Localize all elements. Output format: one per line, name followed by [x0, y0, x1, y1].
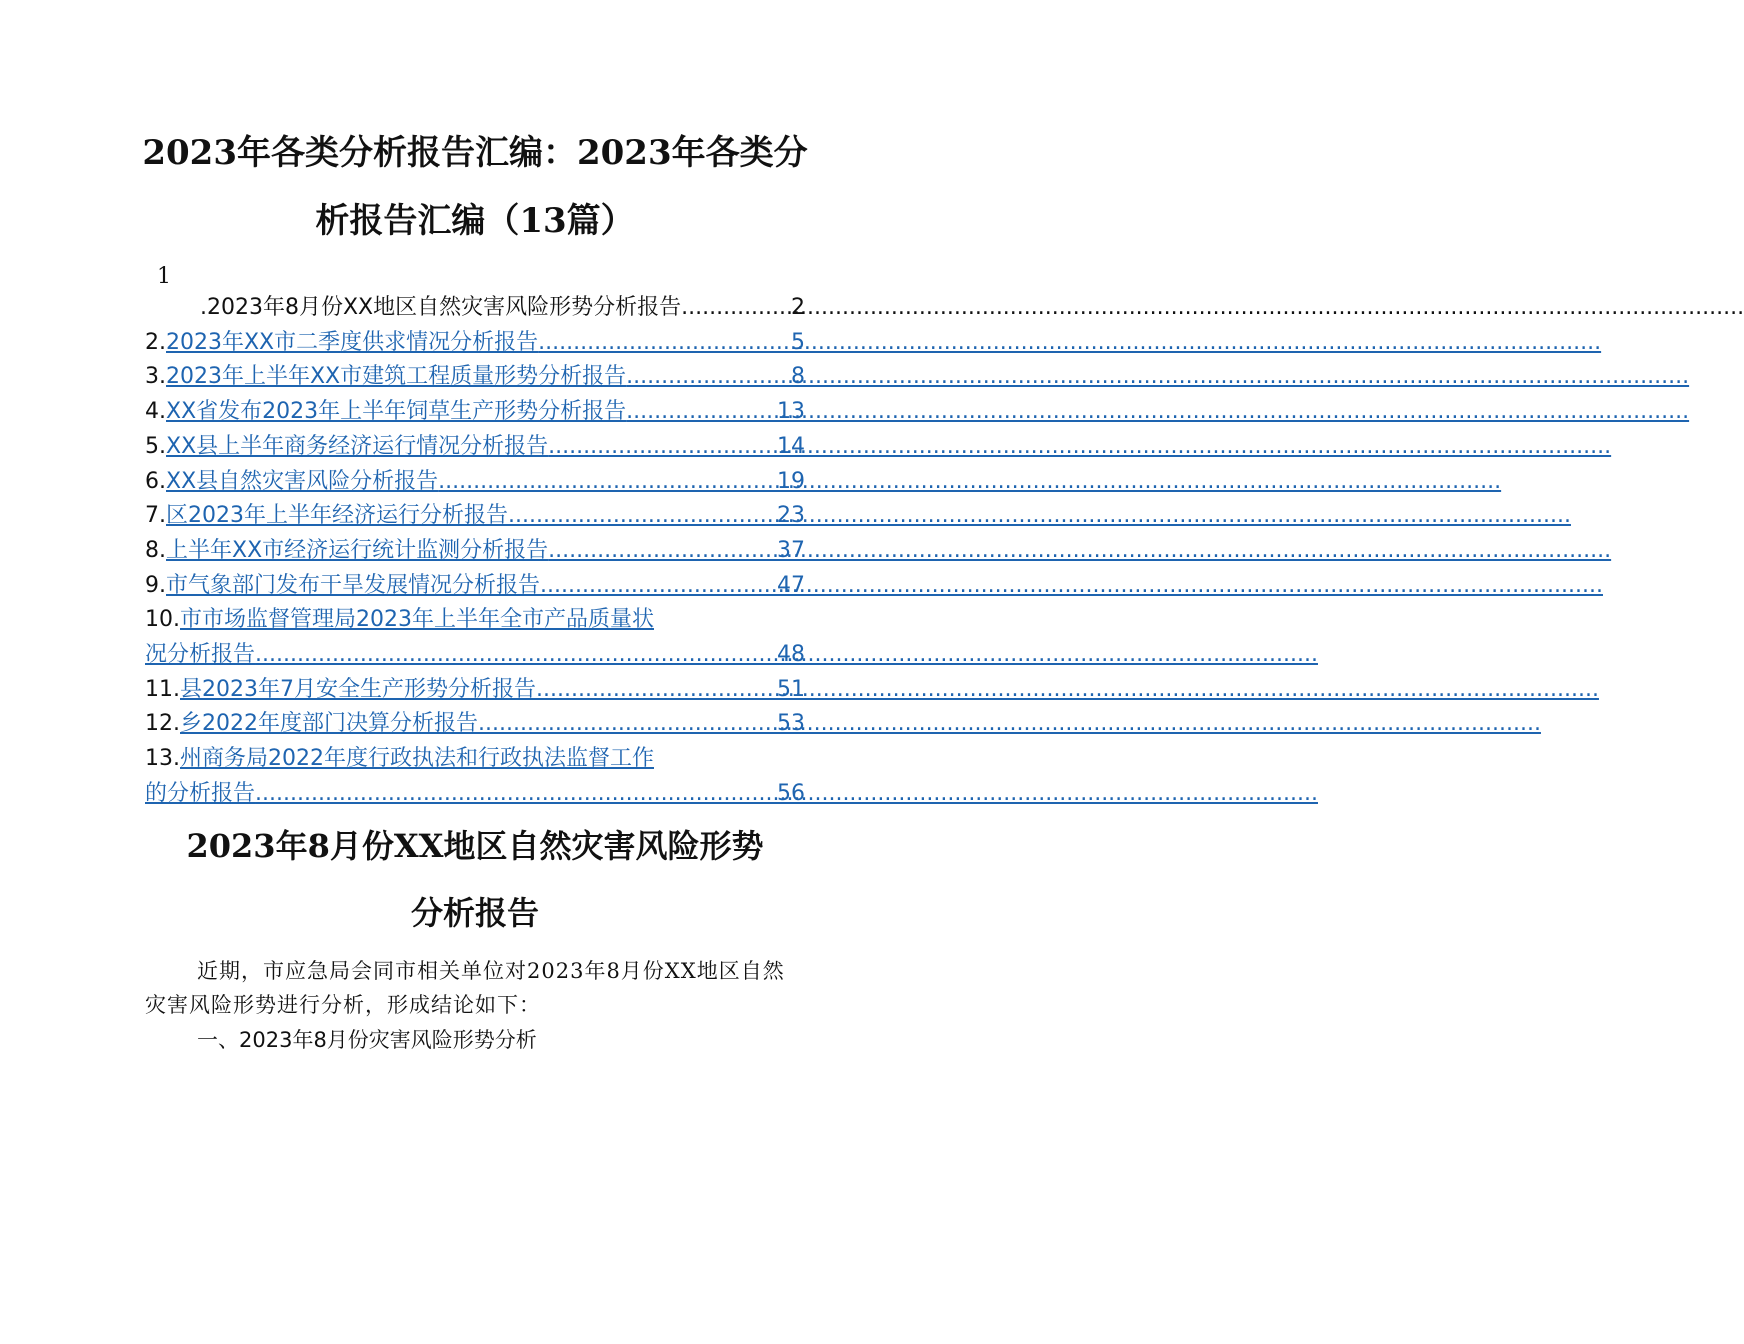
toc-page-number[interactable]: 48	[777, 642, 805, 667]
toc-entry[interactable]	[145, 603, 805, 637]
toc-page-number[interactable]: 51	[777, 676, 805, 702]
toc-dot-leader	[626, 360, 791, 394]
toc-entry-link[interactable]: 2023年上半年XX市建筑工程质量形势分析报告	[166, 364, 627, 390]
toc-entry[interactable]	[145, 777, 805, 811]
toc-entry[interactable]	[145, 534, 805, 568]
toc-entry-number: 9.	[145, 572, 166, 598]
toc-entry-link[interactable]: 上半年XX市经济运行统计监测分析报告	[166, 537, 549, 563]
section-title-line-2: 分析报告	[410, 894, 539, 932]
toc-entry-number: 11.	[145, 676, 180, 702]
toc-page-number[interactable]: 14	[777, 433, 805, 459]
document-title-line-1: 2023年各类分析报告汇编：2023年各类分	[142, 133, 808, 173]
toc-entry	[145, 291, 805, 325]
toc-dot-leader	[438, 465, 777, 499]
toc-dot-leader	[626, 395, 777, 429]
toc-entry-link[interactable]: 乡2022年度部门决算分析报告	[180, 711, 478, 737]
toc-entry-link[interactable]: 州商务局2022年度行政执法和行政执法监督工作	[180, 746, 654, 772]
toc-entry[interactable]	[145, 360, 805, 394]
section-title-line-1: 2023年8月份XX地区自然灾害风险形势	[186, 827, 764, 865]
toc-entry-number: 7.	[145, 503, 166, 529]
toc-entry[interactable]	[145, 569, 805, 603]
toc-dot-leader	[255, 777, 777, 811]
toc-entry-number: 13.	[145, 746, 180, 772]
toc-entry-number: 4.	[145, 399, 166, 425]
toc-dot-leader	[536, 673, 777, 707]
toc-entry-number: 3.	[145, 364, 166, 390]
toc-dot-leader	[478, 707, 777, 741]
toc-dot-leader	[538, 326, 791, 360]
toc-entry-link[interactable]: 况分析报告	[145, 642, 256, 667]
intro-paragraph: 近期，市应急局会同市相关单位对2023年8月份XX地区自然灾害风险形势进行分析，形成结论如下：	[145, 959, 785, 1017]
toc-entry[interactable]	[145, 430, 805, 464]
toc-entry-link[interactable]: 区2023年上半年经济运行分析报告	[166, 503, 508, 529]
toc-entry-number: 8.	[145, 537, 166, 563]
toc-dot-leader	[508, 499, 777, 533]
toc-entry[interactable]	[145, 395, 805, 429]
toc-page-number[interactable]: 8	[791, 364, 805, 390]
toc-dot-leader	[255, 638, 777, 672]
toc-entry-number: 5.	[145, 433, 166, 459]
toc-entry-link[interactable]: 市气象部门发布干旱发展情况分析报告	[166, 572, 541, 598]
toc-dot-leader	[548, 430, 777, 464]
toc-entry[interactable]	[145, 499, 805, 533]
toc-page-number[interactable]: 5	[791, 329, 805, 355]
toc-page-number[interactable]: 37	[777, 537, 805, 563]
toc-dot-leader	[548, 534, 777, 568]
toc-entry-number: 10.	[145, 607, 180, 633]
section-heading-1: 一、2023年8月份灾害风险形势分析	[197, 1028, 537, 1052]
toc-entry-link[interactable]: XX县上半年商务经济运行情况分析报告	[166, 433, 549, 459]
toc-entry-number: .2023年8月份XX地区自然灾害风险形势分析报告	[200, 295, 682, 320]
toc-entry[interactable]	[145, 673, 805, 707]
toc-marker: 1	[157, 264, 171, 289]
toc-entry-number: 2.	[145, 329, 166, 355]
toc-page-number[interactable]: 19	[777, 468, 805, 494]
toc-entry-number: 12.	[145, 711, 180, 737]
toc-entry-link[interactable]: XX县自然灾害风险分析报告	[166, 468, 439, 494]
toc-entry[interactable]	[145, 742, 805, 776]
toc-page-number[interactable]: 13	[777, 399, 805, 425]
toc-entry-link[interactable]: 的分析报告	[145, 780, 256, 806]
toc-page-number[interactable]: 56	[777, 780, 805, 806]
toc-entry[interactable]	[145, 707, 805, 741]
toc-entry-link[interactable]: XX省发布2023年上半年饲草生产形势分析报告	[166, 399, 627, 425]
toc-page-number[interactable]: 53	[777, 711, 805, 737]
toc-entry-number: 6.	[145, 468, 166, 494]
toc-dot-leader	[681, 291, 791, 325]
document-title-line-2: 析报告汇编（13篇）	[315, 201, 635, 241]
toc-entry[interactable]	[145, 638, 805, 672]
toc-entry-link[interactable]: 市市场监督管理局2023年上半年全市产品质量状	[180, 607, 654, 633]
toc-entry[interactable]	[145, 465, 805, 499]
toc-entry[interactable]	[145, 326, 805, 360]
toc-entry-link[interactable]: 2023年XX市二季度供求情况分析报告	[166, 329, 539, 355]
toc-page-number[interactable]: 47	[777, 572, 805, 598]
toc-page-number: 2	[791, 295, 805, 320]
toc-dot-leader	[540, 569, 777, 603]
toc-entry-link[interactable]: 县2023年7月安全生产形势分析报告	[180, 676, 536, 702]
toc-page-number[interactable]: 23	[777, 503, 805, 529]
